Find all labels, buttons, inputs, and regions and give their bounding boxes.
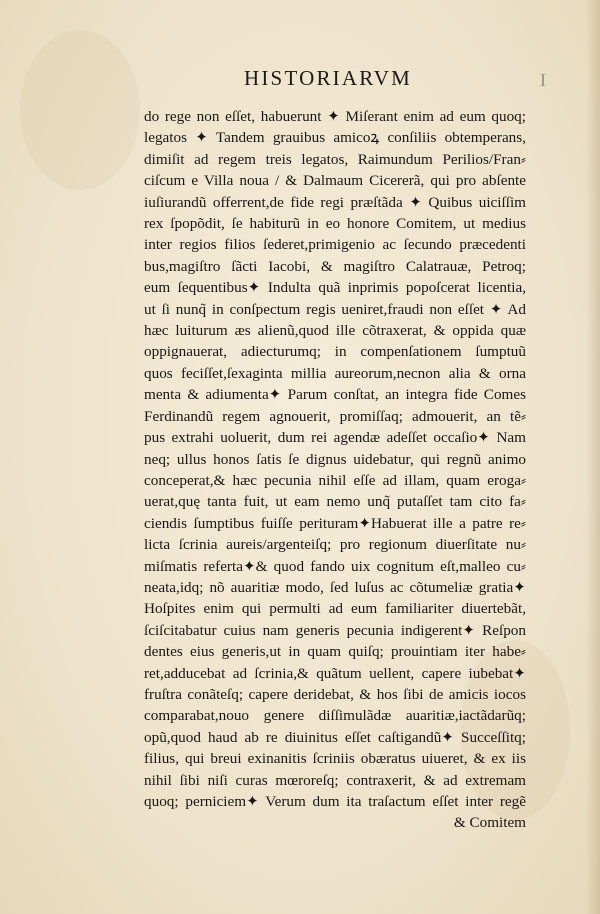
- text-line: dimiſit ad regem treis legatos, Raimundum Perilios/Fran⸗: [144, 150, 526, 168]
- text-line: ciendis ſumptibus fuiſſe perituram✦Habuerat ille a patre re⸗: [144, 514, 526, 532]
- text-line: legatos ✦ Tandem grauibus amicoꝝ conſiliis obtemperans,: [144, 129, 526, 147]
- text-line: bus,magiſtro ſãcti Iacobi, & magiſtro Calatrauæ, Petroq;: [144, 257, 526, 275]
- text-line: do rege non eſſet, habuerunt ✦ Miſerant enim ad eum quoq;: [144, 108, 526, 125]
- text-line: neata,idq; nõ auaritiæ modo, ſed luſus ac cõtumeliæ gratia✦: [144, 578, 526, 596]
- text-line: ſciſcitabatur cuius nam generis pecunia indigerent✦ Reſpon: [144, 621, 526, 639]
- text-line: uerat,quę tanta fuit, ut eam nemo unq̃ putaſſet tam cito fa⸗: [144, 493, 526, 511]
- text-line: ret,adducebat ad ſcrinia,& quãtum uellent, capere iubebat✦: [144, 664, 526, 682]
- running-mark: I: [540, 70, 547, 90]
- text-line: Hoſpites enim qui permulti ad eum familiariter diuertebãt,: [144, 600, 526, 618]
- text-line: quos feciſſet,ſexaginta millia aureorum,necnon alia & orna: [144, 364, 526, 382]
- text-line: fruſtra conãteſq; capere deridebat, & hos ſibi de amicis iocos: [144, 685, 526, 703]
- text-line: opũ,quod haud ab re diuinitus eſſet caſtigandũ✦ Succeſſitq;: [144, 728, 526, 746]
- text-line: rex ſpopõdit, ſe habiturũ in eo honore Comitem, ut medius: [144, 215, 526, 233]
- running-head: HISTORIARVM: [244, 66, 412, 90]
- text-line: eum ſequentibus✦ Indulta quã inprimis popoſcerat licentia,: [144, 279, 526, 297]
- text-line: miſmatis referta✦& quod fando uix cognitum eſt,malleo cu⸗: [144, 557, 526, 575]
- text-line: Ferdinandũ regem agnouerit, promiſſaq; admouerit, an tẽ⸗: [144, 407, 526, 425]
- text-line: filius, qui breui exinanitis ſcriniis obæratus uiueret, & ex iis: [144, 750, 526, 768]
- text-line: oppignauerat, adiecturumq; in compenſationem ſumptuũ: [144, 343, 526, 361]
- page-edge-shadow: [586, 0, 600, 914]
- text-line: & Comitem: [453, 814, 526, 832]
- text-line: comparabat,nouo genere diſſimulãdæ auaritiæ,iactãdarũq;: [144, 707, 526, 725]
- text-line: licta ſcrinia aureis/argenteiſq; pro regionum diuerſitate nu⸗: [144, 536, 526, 554]
- text-line: conceperat,& hæc pecunia nihil eſſe ad illam, quam eroga⸗: [144, 471, 526, 489]
- text-line: inter regios filios ſederet,primigenio ac ſecundo præcedenti: [144, 236, 526, 254]
- body-text: [144, 106, 526, 834]
- text-line: ciſcum e Villa noua / & Dalmaum Cicererã, qui pro abſente: [144, 172, 526, 190]
- text-line: quoq; perniciem✦ Verum dum ita traſactum eſſet inter regẽ: [144, 793, 526, 810]
- text-line: iuſiurandũ offerrent,de fide regi præſtãda ✦ Quibus uiciſſim: [144, 193, 526, 211]
- text-line: neq; ullus honos ſatis ſe dignus uidebatur, qui regnũ animo: [144, 450, 526, 468]
- text-line: nihil ſibi niſi curas mœroreſq; contraxerit, & ad extremam: [144, 771, 526, 789]
- text-line: dentes eius generis,ut in quam quiſq; prouintiam iter habe⸗: [144, 643, 526, 661]
- text-line: hæc luiturum æs alienũ,quod ille cõtraxerat, & oppida quæ: [144, 322, 526, 340]
- text-line: pus extrahi uoluerit, dum rei agendæ adeſſet occaſio✦ Nam: [144, 429, 526, 447]
- text-line: ut ſi nunq̃ in conſpectum regis ueniret,fraudi non eſſet ✦ Ad: [144, 300, 526, 318]
- text-line: menta & adiumenta✦ Parum conſtat, an integra fide Comes: [144, 386, 526, 404]
- paper-stain: [20, 30, 140, 190]
